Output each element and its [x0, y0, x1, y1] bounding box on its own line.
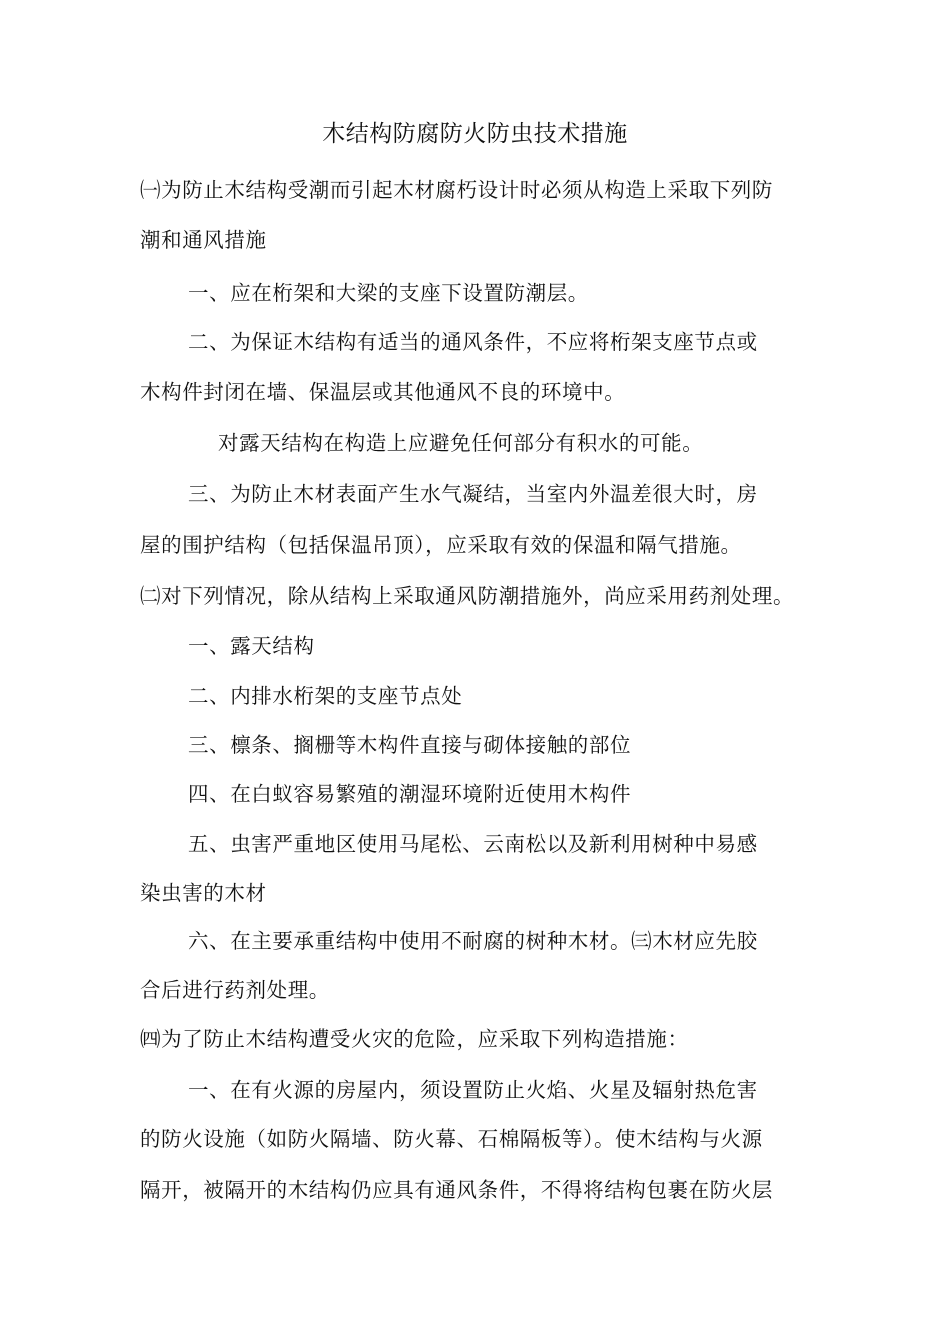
- document-title: 木结构防腐防火防虫技术措施: [322, 121, 628, 147]
- text-line: 潮和通风措施: [140, 228, 267, 252]
- text-line: 四、在白蚁容易繁殖的潮湿环境附近使用木构件: [188, 782, 632, 806]
- text-line: 六、在主要承重结构中使用不耐腐的树种木材。㈢木材应先胶: [188, 929, 758, 953]
- text-line: 一、露天结构: [188, 634, 315, 658]
- text-line: 三、檩条、搁栅等木构件直接与砌体接触的部位: [188, 733, 632, 757]
- text-line: 一、在有火源的房屋内，须设置防止火焰、火星及辐射热危害: [188, 1078, 758, 1102]
- text-line: 五、虫害严重地区使用马尾松、云南松以及新利用树种中易感: [188, 832, 758, 856]
- text-line: 二、内排水桁架的支座节点处: [188, 684, 463, 708]
- text-line: 对露天结构在构造上应避免任何部分有积水的可能。: [218, 431, 704, 455]
- text-line: 的防火设施（如防火隔墙、防火幕、石棉隔板等）。使木结构与火源: [140, 1127, 763, 1151]
- text-line: 木构件封闭在墙、保温层或其他通风不良的环境中。: [140, 380, 626, 404]
- text-line: ㈣为了防止木结构遭受火灾的危险，应采取下列构造措施：: [140, 1027, 689, 1051]
- text-line: ㈠为防止木结构受潮而引起木材腐朽设计时必须从构造上采取下列防: [140, 178, 773, 202]
- text-line: 三、为防止木材表面产生水气凝结，当室内外温差很大时，房: [188, 482, 758, 506]
- text-line: 一、应在桁架和大梁的支座下设置防潮层。: [188, 281, 589, 305]
- text-line: 隔开，被隔开的木结构仍应具有通风条件，不得将结构包裹在防火层: [140, 1178, 773, 1202]
- text-line: 二、为保证木结构有适当的通风条件，不应将桁架支座节点或: [188, 330, 758, 354]
- text-line: 染虫害的木材: [140, 881, 267, 905]
- text-line: 合后进行药剂处理。: [140, 978, 330, 1002]
- text-line: ㈡对下列情况，除从结构上采取通风防潮措施外，尚应采用药剂处理。: [140, 584, 795, 608]
- text-line: 屋的围护结构（包括保温吊顶），应采取有效的保温和隔气措施。: [140, 533, 742, 557]
